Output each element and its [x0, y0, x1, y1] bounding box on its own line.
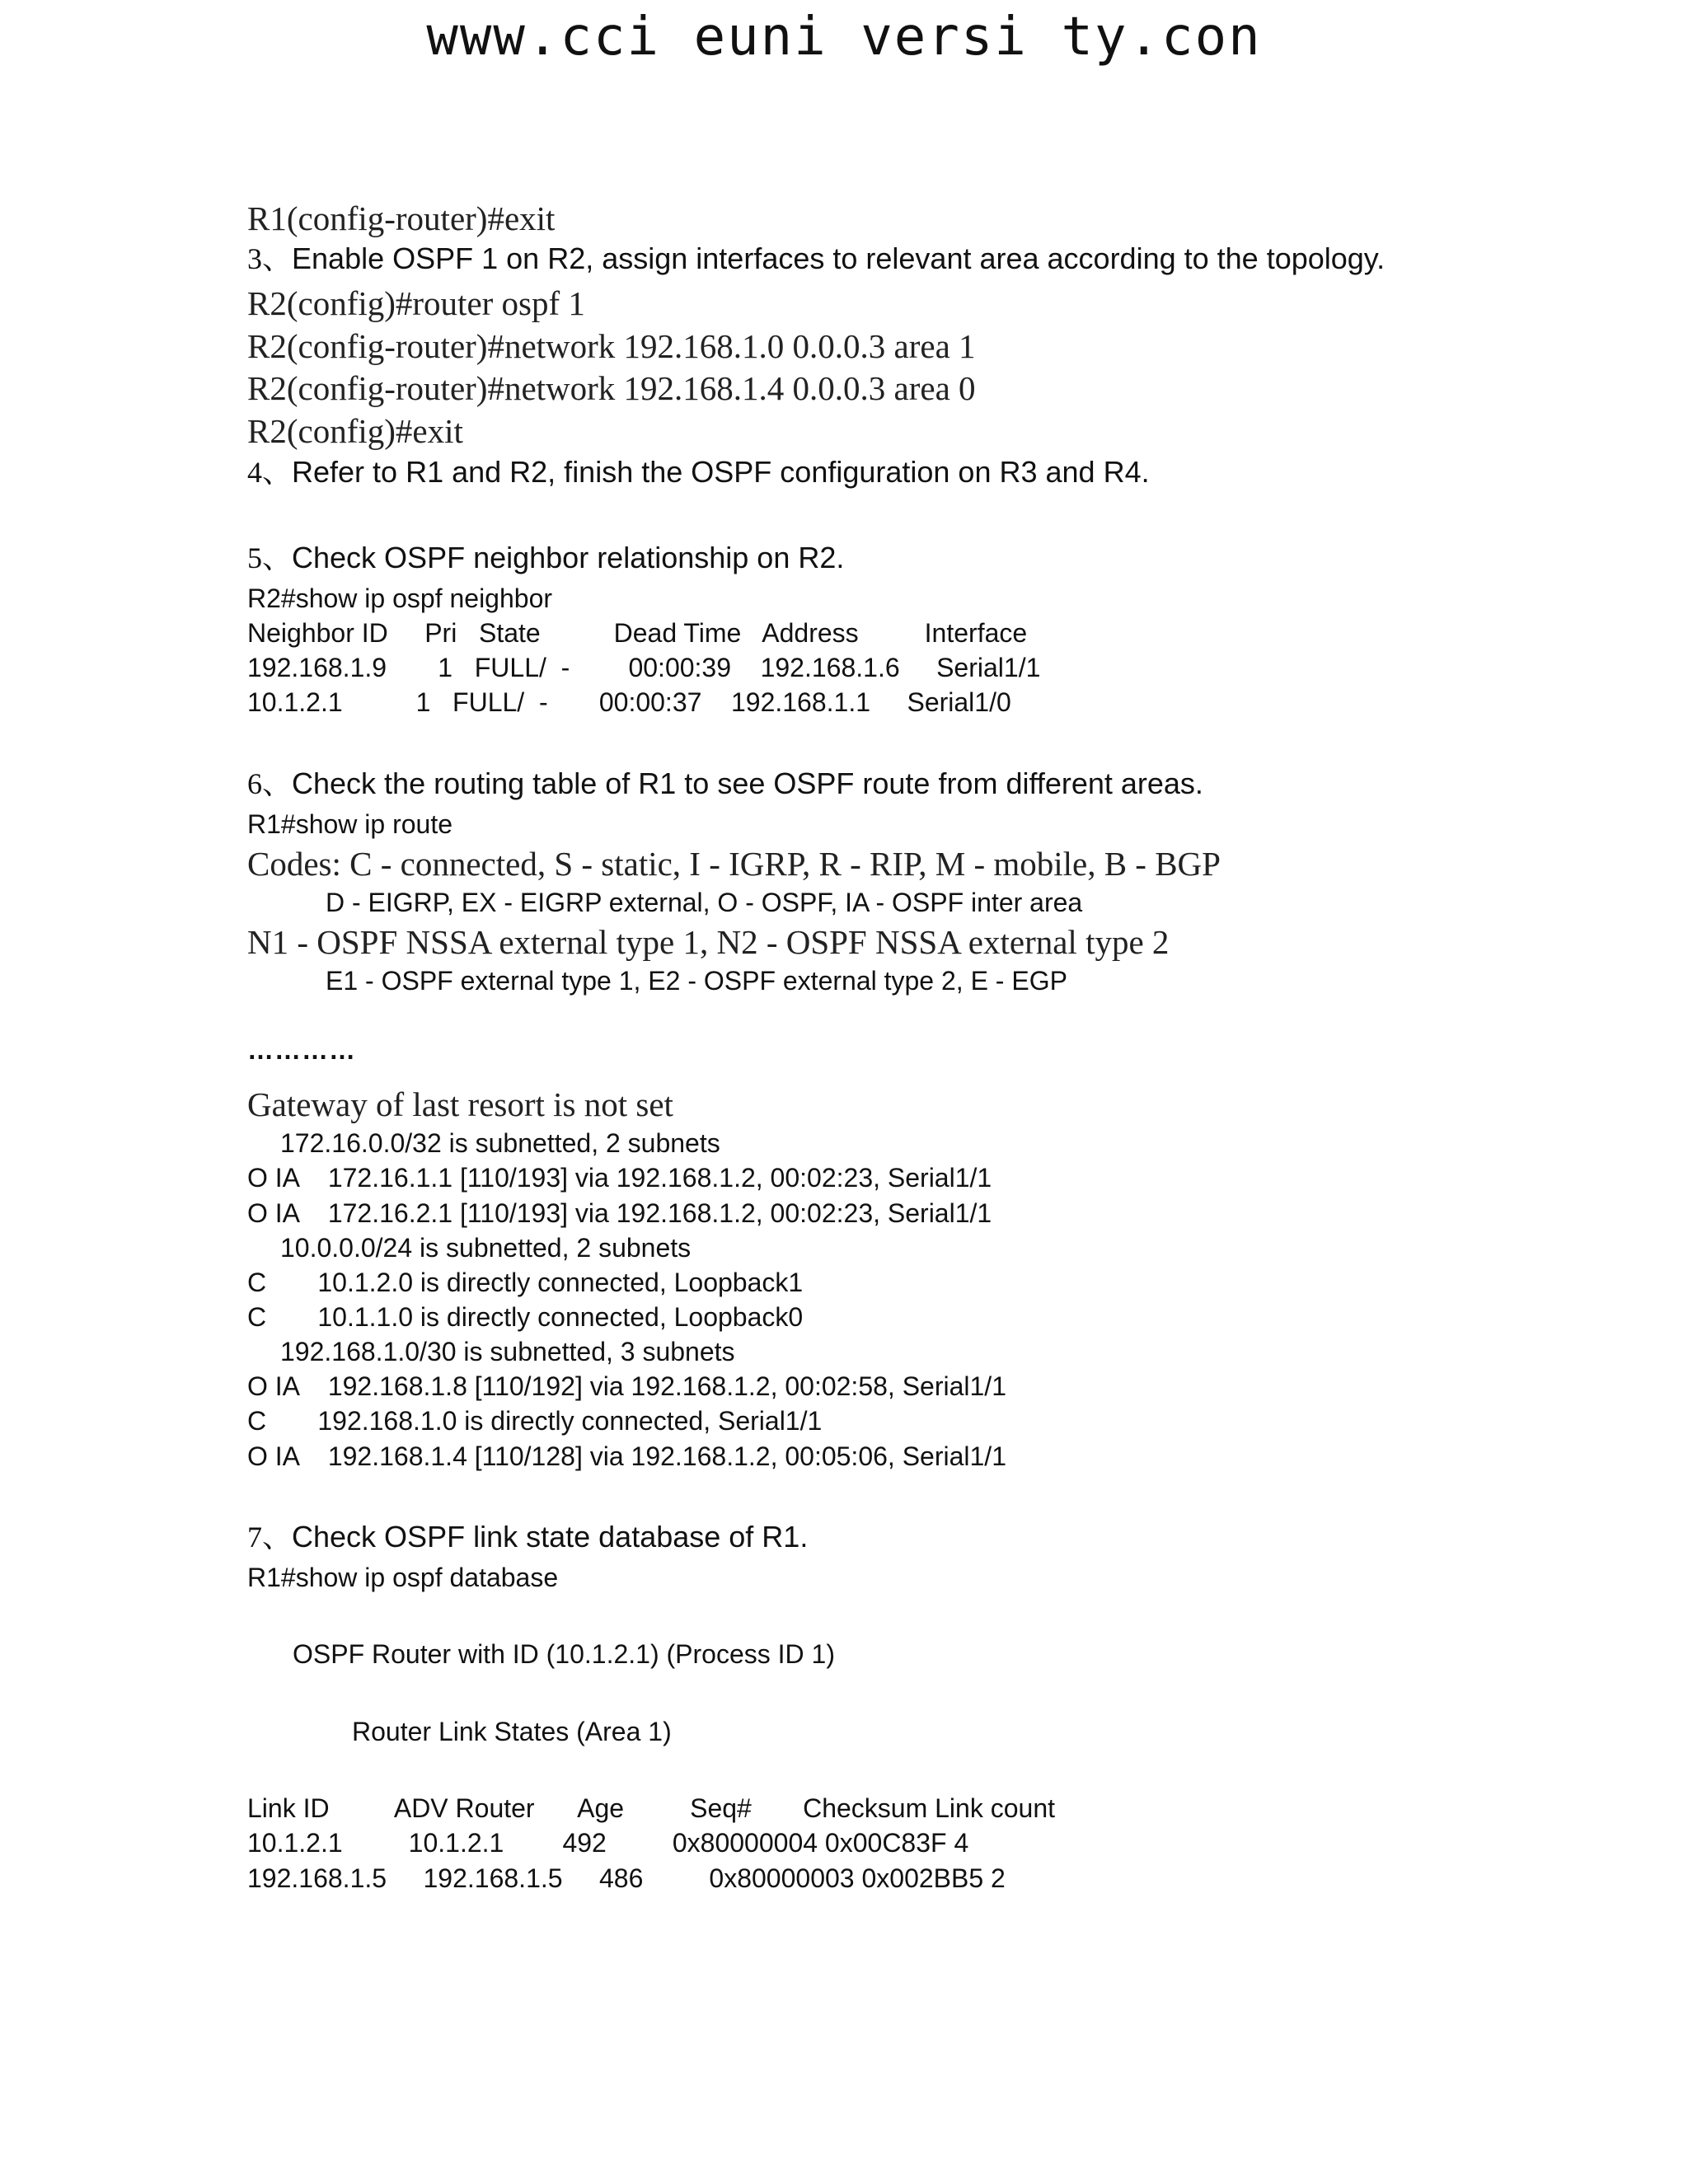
config-line: R2(config)#router ospf 1 [247, 284, 585, 322]
table-row: 10.1.2.1 10.1.2.1 492 0x80000004 0x00C83F 4 [247, 1828, 969, 1858]
command-line: R1#show ip ospf database [247, 1563, 559, 1592]
step-heading [247, 1522, 808, 1552]
output-line: N1 - OSPF NSSA external type 1, N2 - OSPF NSSA external type 2 [247, 923, 1170, 961]
route-entry: C 192.168.1.0 is directly connected, Serial1/1 [247, 1406, 823, 1436]
output-line: 172.16.0.0/32 is subnetted, 2 subnets [280, 1128, 720, 1158]
output-line: 192.168.1.0/30 is subnetted, 3 subnets [280, 1337, 735, 1366]
step-number: 6、 [247, 767, 293, 800]
table-row: 192.168.1.9 1 FULL/ - 00:00:39 192.168.1.6 Serial1/1 [247, 653, 1041, 682]
step-heading [247, 241, 1386, 275]
route-entry: O IA 192.168.1.4 [110/128] via 192.168.1.2, 00:05:06, Serial1/1 [247, 1441, 1006, 1471]
route-entry: O IA 172.16.2.1 [110/193] via 192.168.1.2, 00:02:23, Serial1/1 [247, 1198, 992, 1228]
ellipsis: ………… [247, 1035, 356, 1065]
route-entry: O IA 192.168.1.8 [110/192] via 192.168.1.2, 00:02:58, Serial1/1 [247, 1371, 1006, 1401]
command-line: R2#show ip ospf neighbor [247, 583, 553, 613]
config-line: R2(config-router)#network 192.168.1.0 0.0.0.3 area 1 [247, 327, 976, 365]
step-heading [247, 766, 1203, 800]
step-text: Check OSPF neighbor relationship on R2. [292, 541, 845, 574]
config-line: R2(config-router)#network 192.168.1.4 0.0.0.3 area 0 [247, 369, 976, 407]
output-line: E1 - OSPF external type 1, E2 - OSPF external type 2, E - EGP [326, 966, 1067, 996]
config-line: R1(config-router)#exit [247, 199, 556, 237]
step-heading [247, 543, 844, 573]
route-entry: C 10.1.2.0 is directly connected, Loopback1 [247, 1268, 804, 1297]
step-text: Enable OSPF 1 on R2, assign interfaces to relevant area according to the topology. [292, 241, 1386, 275]
output-line: Gateway of last resort is not set [247, 1085, 673, 1123]
config-line: R2(config)#exit [247, 412, 463, 450]
output-line: Router Link States (Area 1) [352, 1717, 672, 1746]
table-row: 192.168.1.5 192.168.1.5 486 0x80000003 0x002BB5 2 [247, 1863, 1006, 1893]
route-entry: C 10.1.1.0 is directly connected, Loopback0 [247, 1302, 804, 1332]
step-text: Refer to R1 and R2, finish the OSPF configuration on R3 and R4. [292, 455, 1150, 489]
output-line: Codes: C - connected, S - static, I - IGRP, R - RIP, M - mobile, B - BGP [247, 845, 1221, 883]
output-line: 10.0.0.0/24 is subnetted, 2 subnets [280, 1233, 692, 1263]
table-row: 10.1.2.1 1 FULL/ - 00:00:37 192.168.1.1 Serial1/0 [247, 687, 1011, 717]
route-entry: O IA 172.16.1.1 [110/193] via 192.168.1.2, 00:02:23, Serial1/1 [247, 1163, 992, 1193]
step-text: Check OSPF link state database of R1. [292, 1520, 809, 1554]
step-number: 5、 [247, 541, 293, 574]
step-text: Check the routing table of R1 to see OSPF route from different areas. [292, 766, 1203, 800]
output-line: OSPF Router with ID (10.1.2.1) (Process ID 1) [293, 1639, 835, 1669]
table-header: Neighbor ID Pri State Dead Time Address Interface [247, 618, 1028, 648]
table-header: Link ID ADV Router Age Seq# Checksum Link count [247, 1793, 1055, 1823]
command-line: R1#show ip route [247, 809, 453, 839]
step-number: 7、 [247, 1521, 293, 1554]
step-number: 3、 [247, 242, 293, 275]
output-line: D - EIGRP, EX - EIGRP external, O - OSPF, IA - OSPF inter area [326, 888, 1083, 917]
page-header-url: www.cci euni versi ty.con [426, 7, 1262, 68]
step-number: 4、 [247, 456, 293, 489]
step-heading [247, 457, 1150, 487]
